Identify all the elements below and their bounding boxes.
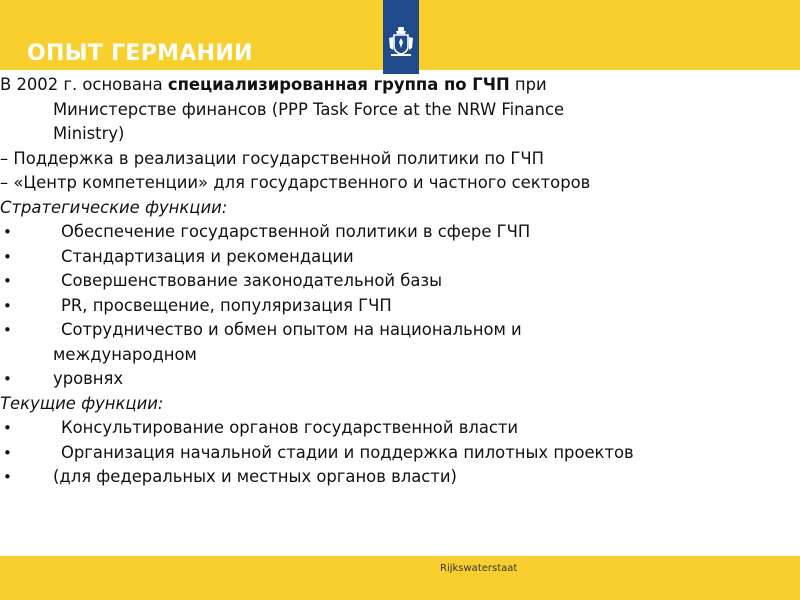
list-item-text: Стандартизация и рекомендации xyxy=(61,246,354,266)
bullet-icon: • xyxy=(3,296,12,315)
list-item-text: Организация начальной стадии и поддержка пилотных проектов xyxy=(61,442,634,462)
intro-continuation: Министерстве финансов (PPP Task Force at the NRW Finance xyxy=(53,99,565,119)
bullet-icon: • xyxy=(3,443,12,462)
intro-prefix: В 2002 г. основана xyxy=(0,75,168,94)
bullet-icon: • xyxy=(3,370,12,388)
bullet-icon: • xyxy=(3,272,12,290)
list-item xyxy=(0,294,790,319)
intro-line xyxy=(0,73,790,98)
list-item-text: (для федеральных и местных органов власти) xyxy=(53,467,457,486)
bullet-icon: • xyxy=(3,468,12,486)
strategic-heading: Стратегические функции: xyxy=(0,197,228,217)
royal-crest-icon xyxy=(387,26,415,58)
list-item xyxy=(0,367,790,392)
intro-highlight: специализированная группа по ГЧП xyxy=(167,75,510,94)
list-item xyxy=(0,220,790,245)
list-item-text: Сотрудничество и обмен опытом на национальном и xyxy=(61,320,522,339)
list-item xyxy=(0,465,790,490)
intro-suffix: при xyxy=(509,75,547,94)
slide-body xyxy=(0,73,790,490)
list-item xyxy=(0,416,790,441)
list-item-text: уровнях xyxy=(53,369,124,388)
bullet-icon: • xyxy=(3,419,12,437)
footer-band xyxy=(0,556,800,600)
list-item-text: Совершенствование законодательной базы xyxy=(61,271,443,290)
intro-continuation: Ministry) xyxy=(53,124,125,143)
current-heading: Текущие функции: xyxy=(0,393,164,413)
list-item-text: Обеспечение государственной политики в сфере ГЧП xyxy=(61,222,531,241)
bullet-icon: • xyxy=(3,247,12,266)
list-item xyxy=(0,269,790,294)
list-item-text: PR, просвещение, популяризация ГЧП xyxy=(61,295,392,315)
bullet-icon: • xyxy=(3,223,12,241)
bullet-icon: • xyxy=(3,321,12,339)
slide-title: ОПЫТ ГЕРМАНИИ xyxy=(27,41,253,66)
footer-label: Rijkswaterstaat xyxy=(440,563,518,574)
list-item-continuation: международном xyxy=(53,344,197,364)
list-item xyxy=(0,318,790,343)
list-item-text: Консультирование органов государственной власти xyxy=(61,418,519,437)
dash-line: – Поддержка в реализации государственной политики по ГЧП xyxy=(0,148,544,168)
logo-ribbon xyxy=(383,0,419,74)
dash-line: – «Центр компетенции» для государственного и частного секторов xyxy=(0,173,591,192)
list-item xyxy=(0,441,790,466)
list-item xyxy=(0,245,790,270)
